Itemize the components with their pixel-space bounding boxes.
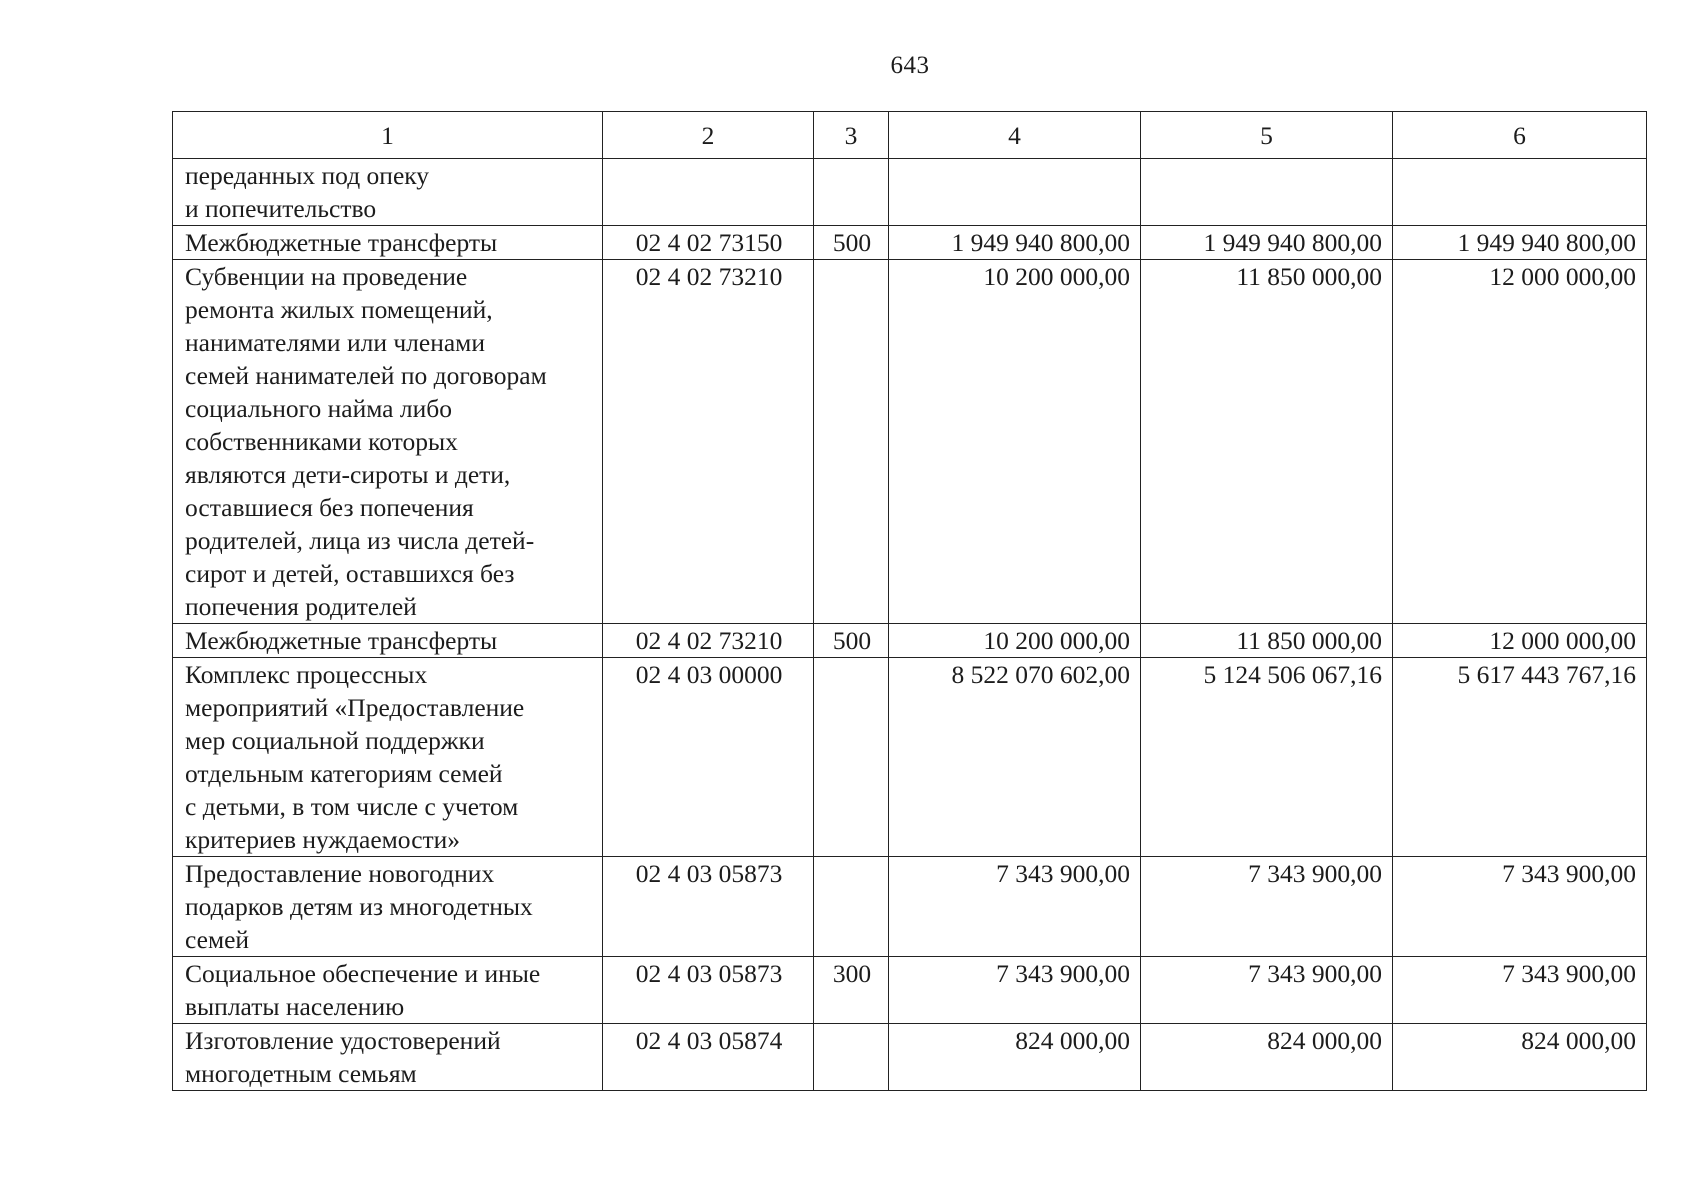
row-amount-col6 bbox=[1393, 159, 1647, 226]
row-amount-col5: 7 343 900,00 bbox=[1141, 857, 1393, 957]
row-name: Межбюджетные трансферты bbox=[173, 624, 603, 658]
row-expense-type bbox=[814, 857, 889, 957]
table-row bbox=[173, 658, 1647, 857]
row-name: Изготовление удостоверений многодетным семьям bbox=[173, 1024, 603, 1091]
row-expense-type bbox=[814, 1024, 889, 1091]
table-row bbox=[173, 1024, 1647, 1091]
row-amount-col4 bbox=[889, 159, 1141, 226]
row-amount-col4: 824 000,00 bbox=[889, 1024, 1141, 1091]
row-amount-col4: 1 949 940 800,00 bbox=[889, 226, 1141, 260]
row-amount-col4: 7 343 900,00 bbox=[889, 857, 1141, 957]
row-amount-col6: 1 949 940 800,00 bbox=[1393, 226, 1647, 260]
row-expense-type: 500 bbox=[814, 624, 889, 658]
row-name: переданных под опеку и попечительство bbox=[173, 159, 603, 226]
row-code: 02 4 03 00000 bbox=[603, 658, 814, 857]
row-name: Межбюджетные трансферты bbox=[173, 226, 603, 260]
column-header-6: 6 bbox=[1393, 112, 1647, 159]
row-amount-col6: 5 617 443 767,16 bbox=[1393, 658, 1647, 857]
row-amount-col5: 11 850 000,00 bbox=[1141, 624, 1393, 658]
table-header-row bbox=[173, 112, 1647, 159]
page-number: 643 bbox=[890, 52, 930, 79]
table-row bbox=[173, 159, 1647, 226]
row-expense-type bbox=[814, 658, 889, 857]
row-code: 02 4 02 73210 bbox=[603, 624, 814, 658]
row-amount-col4: 8 522 070 602,00 bbox=[889, 658, 1141, 857]
row-code: 02 4 03 05873 bbox=[603, 957, 814, 1024]
row-amount-col5: 5 124 506 067,16 bbox=[1141, 658, 1393, 857]
row-code: 02 4 02 73150 bbox=[603, 226, 814, 260]
row-amount-col6: 824 000,00 bbox=[1393, 1024, 1647, 1091]
row-code: 02 4 03 05873 bbox=[603, 857, 814, 957]
table-row bbox=[173, 226, 1647, 260]
column-header-4: 4 bbox=[889, 112, 1141, 159]
row-amount-col5: 7 343 900,00 bbox=[1141, 957, 1393, 1024]
row-amount-col6: 12 000 000,00 bbox=[1393, 260, 1647, 624]
table-row bbox=[173, 857, 1647, 957]
row-amount-col5 bbox=[1141, 159, 1393, 226]
row-expense-type bbox=[814, 260, 889, 624]
table-row bbox=[173, 957, 1647, 1024]
row-name: Субвенции на проведение ремонта жилых помещений, нанимателями или членами семей нанимателей по договорам социального найма либо собственниками которых являются дети-сироты и дети, оставшиеся без попечения родителей, лица из числа детей- сирот и детей, оставшихся без попечения родителей bbox=[173, 260, 603, 624]
row-amount-col6: 7 343 900,00 bbox=[1393, 857, 1647, 957]
column-header-2: 2 bbox=[603, 112, 814, 159]
row-amount-col5: 824 000,00 bbox=[1141, 1024, 1393, 1091]
row-expense-type bbox=[814, 159, 889, 226]
row-amount-col4: 7 343 900,00 bbox=[889, 957, 1141, 1024]
column-header-3: 3 bbox=[814, 112, 889, 159]
row-expense-type: 300 bbox=[814, 957, 889, 1024]
row-amount-col5: 1 949 940 800,00 bbox=[1141, 226, 1393, 260]
column-header-5: 5 bbox=[1141, 112, 1393, 159]
row-name: Социальное обеспечение и иные выплаты населению bbox=[173, 957, 603, 1024]
row-amount-col4: 10 200 000,00 bbox=[889, 260, 1141, 624]
row-amount-col4: 10 200 000,00 bbox=[889, 624, 1141, 658]
row-name: Комплекс процессных мероприятий «Предоставление мер социальной поддержки отдельным категориям семей с детьми, в том числе с учетом критериев нуждаемости» bbox=[173, 658, 603, 857]
row-code bbox=[603, 159, 814, 226]
table-row bbox=[173, 260, 1647, 624]
row-expense-type: 500 bbox=[814, 226, 889, 260]
column-header-1: 1 bbox=[173, 112, 603, 159]
row-name: Предоставление новогодних подарков детям из многодетных семей bbox=[173, 857, 603, 957]
table-row bbox=[173, 624, 1647, 658]
row-code: 02 4 03 05874 bbox=[603, 1024, 814, 1091]
row-code: 02 4 02 73210 bbox=[603, 260, 814, 624]
row-amount-col5: 11 850 000,00 bbox=[1141, 260, 1393, 624]
budget-table bbox=[172, 111, 1647, 1091]
row-amount-col6: 12 000 000,00 bbox=[1393, 624, 1647, 658]
row-amount-col6: 7 343 900,00 bbox=[1393, 957, 1647, 1024]
